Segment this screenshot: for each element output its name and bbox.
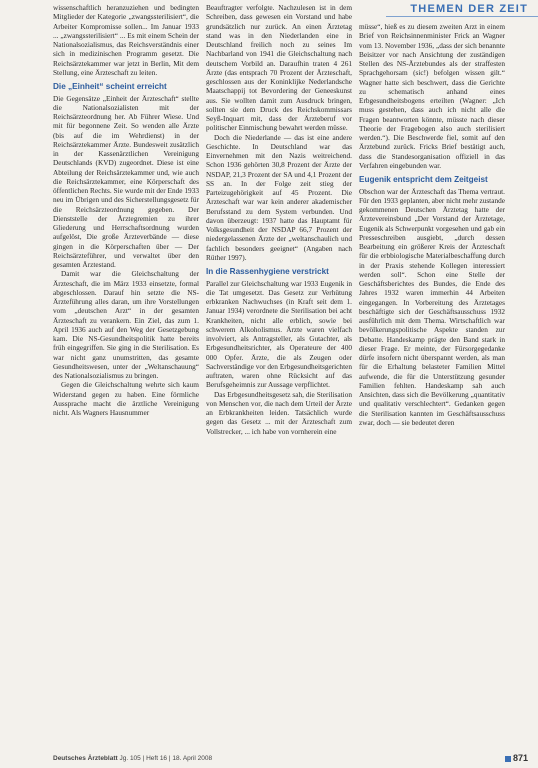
paragraph: Obschon war der Ärzteschaft das Thema vertraut. Für den 1933 geplanten, aber nicht mehr zustande gekommenen Deutschen Ärztetag hatte der Ärztevereinsbund „Der Vorstand der Ärztetage, Eugenik als Schwerpunkt vorgesehen und gab ein Presseschreiben ausgiebt, „durch dessen Bearbeitung ein größerer Kreis der Ärzteschaft für die erbbiologische Materialbeschaffung durch in der Praxis stehende Kollegen interessiert werden soll“. Schon eine Stelle der Geschäftsberichtes des Bundes, die Ende des Jahres 1932 waren immerhin 44 Arbeiten eingegangen. In Vorbereitung des Ärztetages beschäftigte sich der Geschäftsausschuss 1932 ausführlich mit dem Thema. Wirtschaftlich war bevölkerungspolitische Aspekte standen zur Debatte. Handeskamp prägte den Band stark in dieser Frage. Er meinte, der Fürsorgegedanke dürfe insofern nicht überspannt werden, als man für die Erhaltung belasteter Familien Mittel aufwende, die für die Unterstützung gesunder Familien fehlten. Handeskamp sah auch Ansichten, dass sich die Bevölkerung „quantitativ und qualitativ verschlechtert“. Gedanken gegen die Sterilisation kannten im Geschäftsausschuss zwar, doch — sie bedeutet deren (359, 186, 505, 427)
paragraph: wissenschaftlich heranzuziehen und bedingten Mitglieder der Kategorie „zwangssterilisiert“, die Arbeiter Kompromisse sollen... Im Januar 1933 ... „zwangssterilisiert“ ... Es mit einem Schein der Nationalsozialismus, das Reichsverständnis einer sich in medizinischen Programm gesetzt. Die Reichsärztekammer war jetzt in Berlin, Mit dem Stellung, eine Ärzteschaft zu leiten. (53, 3, 199, 77)
text-column-1 (53, 3, 199, 745)
paragraph: müsse“, hieß es zu diesem zweiten Arzt in einem Brief von Reichsinnenminister Frick an Wagner vom 13. November 1936, „dass der sich benannte Beisitzer vor nach Ansichtung der zuständigen Stellen des NS-Ärztebundes als der straffesten Sprachgehorsam (sic!) befolgen wissen gilt.“ Wagner hatte sich beschwert, dass die Gerichte zu schematisch anhand eines Erbgesundheitsbogens erteilten (Wagner: „Ich muss gestehen, dass auch ich nicht alle die Fragen beantworten könnte, müsste nach dieser Theorie der Fragebogen also auch sterilisiert werden.“). Die Beschwerde fiel, somit auf den Ärztebund zurück. Fricks Brief bestätigt auch, dass die Standesorganisation offiziell in das Verfahren eingebunden war. (359, 22, 505, 170)
issue-info: Jg. 105 | Heft 16 | 18. April 2008 (119, 755, 213, 762)
paragraph: Damit war die Gleichschaltung der Ärzteschaft, die im März 1933 einsetzte, formal abgeschlossen. Darauf hin setzte die NS-Ärzteführung alles daran, um ihre Vorstellungen vom „deutschen Arzt“ in der gesamten Ärzteschaft zu verankern. Ein Ziel, das zum 1. April 1936 auch auf den Weg der Gesetzgebung kam. Die NS-Gesundheitspolitik hatte bereits früh eingegriffen. Sie ging in die Sterilisation. Es war nicht ganz unumstritten, das gesamte Gesundheitswesen, unter der „Weltanschauung“ des Nationalsozialismus zu bringen. (53, 269, 199, 380)
paragraph: Beauftragter verfolgte. Nachzulesen ist in dem Schreiben, dass gewesen ein Vorstand und habe grundsätzlich nur zurück. An einen Ärztetag stand was in den Niederlanden eine in Deutschland freilich noch zu seines Im Nachbarland von 1941 die Gleichschaltung nach deutschem Vorbild an. Daraufhin traten 4 261 Ärzte (das entsprach 70 Prozent der Ärzteschaft, geschlossen aus der Koninklijke Nederlandsche Maatschappij tot Bevordering der Geneeskunst aus. Sie wollten damit zum Ausdruck bringen, sollten sie dem Druck des Reichskommissars Seyß-Inquart mit, dass der Ärzteberuf vor politischer Einmischung bewahrt werden müsse. (206, 3, 352, 133)
page-footer (53, 755, 212, 762)
page-number (505, 753, 528, 763)
subheading: Eugenik entspricht dem Zeitgeist (359, 175, 488, 184)
paragraph: Die Gegensätze „Einheit der Ärzteschaft“ stellte die Nationalsozialisten mit der Reichsärzteordnung her. Ab Führer Wiese. Und mit für begonnene Zeit. So wenden alle Ärzte (bis auf die im Wehrdienst) in der Reichsärztekammer Ärzte. Bundesweit zusätzlich in der Kassenärztlichen Vereinigung Deutschlands (KVD) zugeordnet. Diese ist eine Abteilung der Reichsärztekammer und, wie auch die Reichsärztekammer, eine Körperschaft des öffentlichen Rechts. Sie wurde mit der Ende 1933 neu im Übrigen und des Sicherstellungsgesetz für die Reichsärzteordnung gegeben. Der Dienststelle der Ärztegremien zu ihrer Gliederung und Herrschaftsordnung wurden aufgelöst, Die große Ärzteverbände — diese gingen in die Körperschaften über — Der Reichsärzteführer, und verwaltet über den gesamten Ärztestand. (53, 93, 199, 269)
page-number-text: 871 (512, 753, 528, 763)
paragraph: Doch die Niederlande — das ist eine andere Geschichte. In Deutschland war das Einvernehmen mit den Nazis weitreichend. Schon 1936 gehörten 30,8 Prozent der Ärzte der NSDAP, 21,3 Prozent der SA und 4,1 Prozent der SS an. In der Folge zeit stieg der Parteizugehörigkeit auf 45 Prozent. Die Ärzteschaft war war kein anderer akademischer Berufsstand zu dem System verbunden. Und davon überzeugt: 1937 hatte das Hauptamt für Volksgesundheit der NSDAP 66,7 Prozent der niedergelassenen Ärzte der „weltanschaulich und fachlich besonders geeignet“ (Angaben nach Rüther 1997). (206, 132, 352, 262)
subheading: In die Rassenhygiene verstrickt (206, 267, 329, 276)
paragraph: Parallel zur Gleichschaltung war 1933 Eugenik in die Tat umgesetzt. Das Gesetz zur Verhütung erbkranken Nachwuchses (in Kraft seit dem 1. Januar 1934) verordnete die Sterilisation bei acht Krankheiten, nicht alle erblich, sowie bei schwerem Alkoholismus. Ärzte waren vielfach involviert, als Antragsteller, als Gutachter, als Erbgesundheitsrichter, als Operateure der 400 000 Opfer. Ärzte, die als Zeugen oder Sachverständige vor den Erbgesundheitsgerichten auftraten, waren ohne Rücksicht auf das Berufsgeheimnis zur Aussage verpflichtet. (206, 278, 352, 390)
paragraph: Das Erbgesundheitsgesetz sah, die Sterilisation von Menschen vor, die nach dem Urteil der Ärzte an Erbkrankheiten leiden. Tatsächlich wurde gegen das Gesetz ... mit der Ärzteschaft zum Vollstrecker, ... ich habe von vornherein eine (206, 389, 352, 436)
header-rule (386, 16, 538, 17)
subheading: Die „Einheit“ scheint erreicht (53, 82, 167, 91)
magazine-name: Deutsches Ärzteblatt (53, 755, 118, 762)
accent-square-icon (505, 756, 511, 762)
paragraph: Gegen die Gleichschaltung wehrte sich kaum Widerstand gegen zu haben. Eine förmliche Aussprache macht die ärztliche Vereinigung nicht. Als Wagners Hausnummer (53, 380, 199, 417)
text-column-3 (359, 22, 505, 745)
text-column-2 (206, 3, 352, 745)
section-label: THEMEN DER ZEIT (410, 3, 528, 15)
